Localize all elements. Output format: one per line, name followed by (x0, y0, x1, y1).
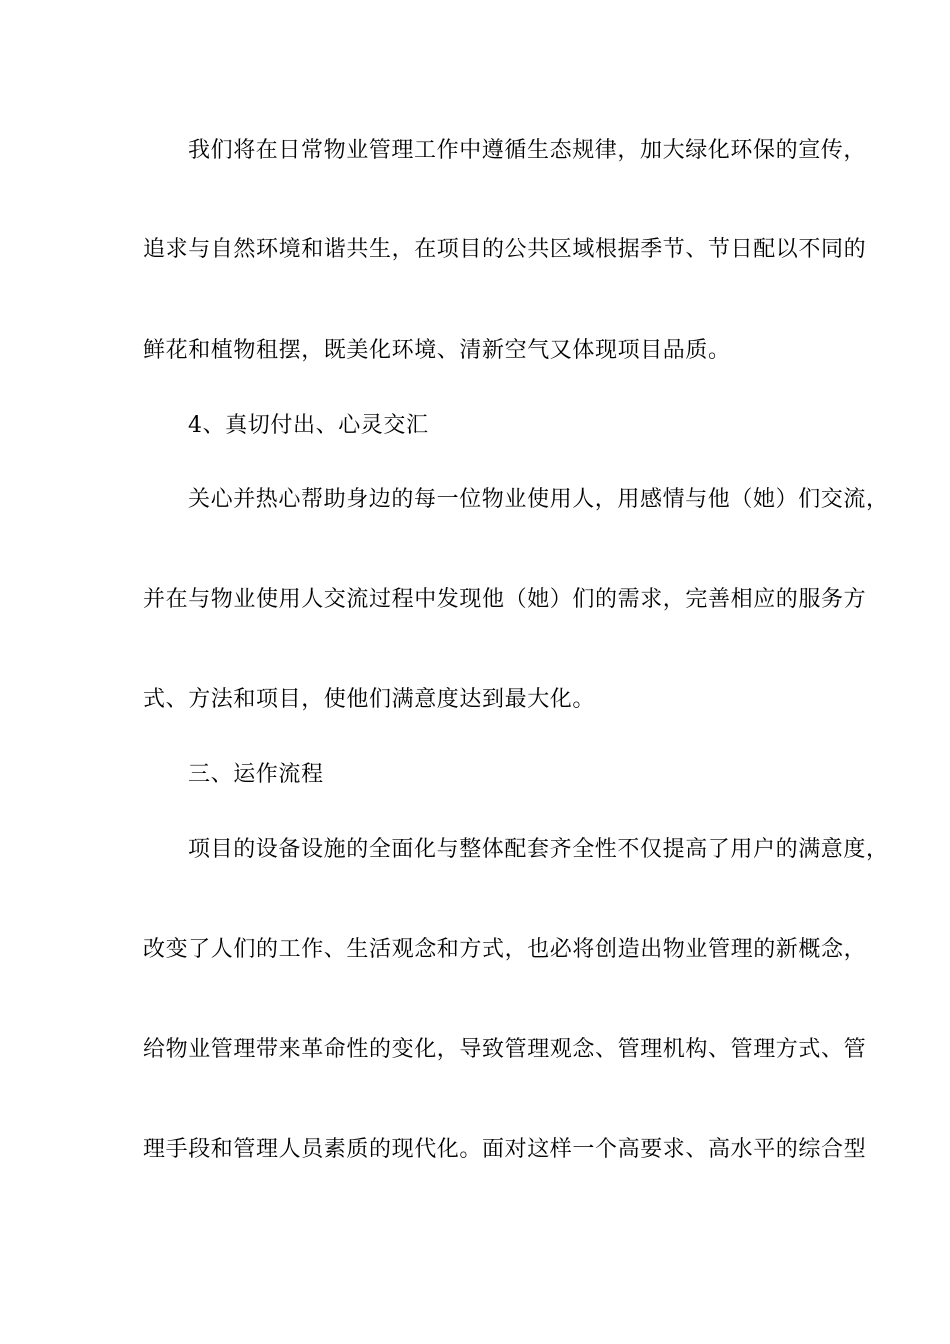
paragraph-line: 鲜花和植物租摆，既美化环境、清新空气又体现项目品质。 (143, 338, 731, 363)
paragraph-line: 式、方法和项目，使他们满意度达到最大化。 (143, 687, 596, 712)
paragraph-line: 给物业管理带来革命性的变化，导致管理观念、管理机构、管理方式、管 (143, 1037, 867, 1062)
paragraph-line: 理手段和管理人员素质的现代化。面对这样一个高要求、高水平的综合型 (143, 1137, 867, 1162)
paragraph-line: 改变了人们的工作、生活观念和方式，也必将创造出物业管理的新概念， (143, 937, 867, 962)
section-heading: 三、运作流程 (188, 762, 324, 787)
paragraph-line: 追求与自然环境和谐共生，在项目的公共区域根据季节、节日配以不同的 (143, 237, 867, 262)
paragraph-line: 关心并热心帮助身边的每一位物业使用人，用感情与他（她）们交流， (188, 487, 889, 512)
paragraph-line: 我们将在日常物业管理工作中遵循生态规律，加大绿化环保的宣传， (188, 138, 867, 163)
section-heading: 4、真切付出、心灵交汇 (188, 413, 429, 438)
paragraph-line: 并在与物业使用人交流过程中发现他（她）们的需求，完善相应的服务方 (143, 587, 867, 612)
paragraph-line: 项目的设备设施的全面化与整体配套齐全性不仅提高了用户的满意度， (188, 837, 889, 862)
